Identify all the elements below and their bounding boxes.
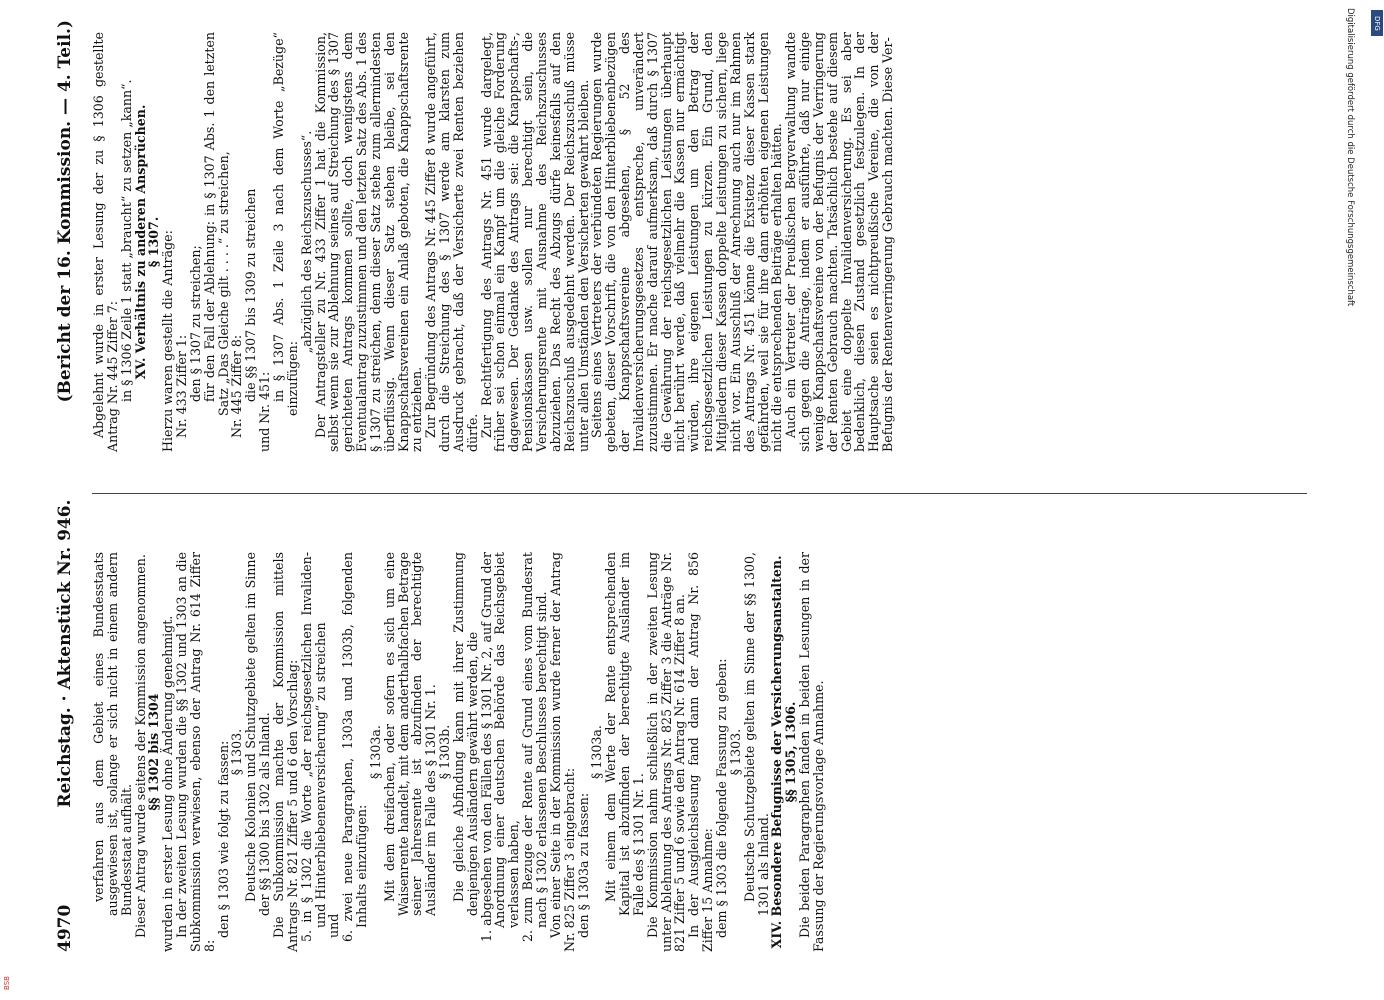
list-item: 6. zwei neue Paragraphen, 1303a und 1303b, folgenden Inhalts einzufügen: bbox=[340, 552, 370, 942]
digitization-note: Digitalisierung gefördert durch die Deutsche Forschungsgemeinschaft bbox=[1345, 8, 1355, 307]
section-heading: §§ 1302 bis 1304 bbox=[146, 693, 162, 811]
column-left bbox=[92, 552, 826, 952]
section-heading: § 1307. bbox=[146, 216, 162, 268]
paragraph: für den Fall der Ablehnung: in § 1307 Abs. 1 den letzten Satz „Das Gleiche gilt . . . .“ zu streichen, bbox=[201, 32, 231, 416]
paragraph-heading: § 1303a. bbox=[589, 725, 605, 779]
paragraph: Hierzu waren gestellt die Anträge: bbox=[160, 230, 176, 452]
document-page bbox=[50, 20, 1332, 952]
paragraph: In der zweiten Lesung wurden die §§ 1302 und 1303 an die Subkommission verwiesen, ebenso der Antrag Nr. 614 Ziffer 8: bbox=[174, 552, 217, 952]
paragraph: Die beiden Paragraphen fanden in beiden Lesungen in der Fassung der Regierungsvorlage Annahme. bbox=[797, 552, 826, 952]
paragraph: wurden in erster Lesung ohne Änderung genehmigt. bbox=[160, 615, 176, 952]
paragraph: dem § 1303 die folgende Fassung zu geben: bbox=[713, 658, 729, 938]
paragraph-heading: § 1303. bbox=[229, 728, 245, 776]
library-stamp: BSB bbox=[3, 976, 11, 990]
paragraph: Nr. 445 Ziffer 8: bbox=[229, 334, 245, 438]
page-number: 4970 bbox=[55, 904, 75, 952]
column-divider bbox=[92, 493, 1307, 494]
page-header bbox=[50, 20, 80, 952]
paragraph: Auch ein Vertreter der Preußischen Bergverwaltung wandte sich gegen die Anträge, indem er ausführte, daß nur einige wenige Knappschaftsvereine von der Befugnis der Verringerung der Renten Gebrauch machten. Tatsächlich bestehe auf diesem Gebiet eine doppelte Invalidenversicherung. Es sei aber bedenklich, diesen Zustand gesetzlich festzulegen. In der Hauptsache seien es nichtpreußische Vereine, die von der Befugnis der Rentenverringerung Gebrauch machten. Diese Ver- bbox=[783, 32, 896, 452]
paragraph: und bbox=[326, 913, 342, 938]
paragraph: den § 1307 zu streichen; bbox=[187, 245, 203, 402]
paragraph: Mit dem dreifachen, oder sofern es sich um eine Waisenrente handelt, mit dem anderthalbfachen Betrage seiner Jahresrente ist abzufinden der berechtigte Ausländer im Falle des § 1301 Nr. 1. bbox=[381, 552, 439, 916]
paragraph: verfahren aus dem Gebiet eines Bundesstaats ausgewiesen ist, solange er sich nicht in einem andern Bundesstaat aufhält. bbox=[91, 552, 134, 916]
paragraph: Die Subkommission machte der Kommission mittels Antrags Nr. 821 Ziffer 5 und 6 den Vorschlag: bbox=[270, 552, 300, 952]
paragraph: Der Antragsteller zu Nr. 433 Ziffer 1 hat die Kommission, selbst wenn sie zur Ablehnung seines auf Streichung des § 1307 gerichteten Antrags kommen sollte, doch wenigstens dem Eventualantrag zuzustimmen und den letzten Satz des Abs. 1 des § 1307 zu streichen, denn dieser Satz stehe zum allermindesten überflüssig. Wenn dieser Satz stehen bleibe, sei den Knappschaftsvereinen ein Anlaß geboten, die Knappschaftsrente zu entziehen. bbox=[312, 32, 425, 452]
paragraph: Von einer Seite in der Kommission wurde ferner der Antrag Nr. 825 Ziffer 3 eingebracht: bbox=[547, 552, 577, 952]
paragraph: Nr. 433 Ziffer 1: bbox=[174, 334, 190, 438]
paragraph: Deutsche Kolonien und Schutzgebiete gelten im Sinne der §§ 1300 bis 1302 als Inland. bbox=[243, 552, 273, 916]
list-item: 1. abgesehen von den Fällen des § 1301 Nr. 2, auf Grund der Anordnung einer deutschen Behörde das Reichsgebiet verlassen haben, bbox=[478, 552, 522, 942]
paragraph: in § 1306 Zeile 1 statt „braucht“ zu setzen „kann“. bbox=[118, 79, 134, 402]
chapter-heading: XIV. Besondere Befugnisse der Versicherungsanstalten. bbox=[769, 555, 785, 949]
list-item: 5. in § 1302 die Worte „der reichsgesetzlichen Invaliden- und Hinterbliebenenversicherung“ zu streichen bbox=[298, 552, 328, 942]
paragraph: die §§ 1307 bis 1309 zu streichen bbox=[243, 188, 259, 402]
paragraph: Zur Begründung des Antrags Nr. 445 Ziffer 8 wurde angeführt, durch die Streichung des § 1307 werde am klarsten zum Ausdruck gebracht, daß der Versicherte zwei Renten beziehen dürfe. bbox=[423, 32, 480, 452]
paragraph: Mit einem dem Werte der Rente entsprechenden Kapital ist abzufinden der berechtigte Ausländer im Falle des § 1301 Nr. 1. bbox=[603, 552, 646, 916]
paragraph: und Nr. 451: bbox=[257, 371, 273, 452]
paragraph: „abzüglich des Reichszuschusses“. bbox=[298, 130, 314, 354]
list-item: 2. zum Bezuge der Rente auf Grund eines vom Bundesrat nach § 1302 erlassenen Beschlusses berechtigt sind. bbox=[520, 552, 549, 942]
paragraph: in § 1307 Abs. 1 Zeile 3 nach dem Worte „Bezüge“ einzufügen: bbox=[270, 32, 300, 416]
paragraph-heading: § 1303a. bbox=[367, 725, 383, 779]
paragraph-heading: § 1303. bbox=[727, 728, 743, 776]
paragraph: den § 1303 wie folgt zu fassen: bbox=[215, 740, 231, 938]
chapter-heading: XV. Verhältnis zu anderen Ansprüchen. bbox=[132, 104, 148, 380]
paragraph: Dieser Antrag wurde seitens der Kommission angenommen. bbox=[132, 554, 148, 938]
paragraph: Abgelehnt wurde in erster Lesung der zu § 1306 gestellte Antrag Nr. 445 Ziffer 7: bbox=[91, 32, 120, 452]
section-heading: §§ 1305, 1306. bbox=[783, 701, 799, 803]
paragraph: den § 1303a zu fassen: bbox=[575, 792, 591, 938]
paragraph: Die Kommission nahm schließlich in der zweiten Lesung unter Ablehnung des Antrags Nr. 825 Ziffer 3 die Anträge Nr. 821 Ziffer 5 und 6 sowie den Antrag Nr. 614 Ziffer 8 an. bbox=[644, 552, 688, 952]
paragraph: Die gleiche Abfindung kann mit ihrer Zustimmung denjenigen Ausländern gewährt werden, die bbox=[450, 552, 480, 916]
paragraph-heading: § 1303b. bbox=[437, 724, 453, 780]
dfg-logo: DFG bbox=[1371, 10, 1383, 36]
header-left: Reichstag. · Aktenstück Nr. 946. bbox=[55, 499, 75, 808]
column-right bbox=[92, 32, 895, 452]
header-right: (Bericht der 16. Kommission. — 4. Teil.) bbox=[55, 20, 75, 403]
paragraph: In der Ausgleichslesung fand dann der Antrag Nr. 856 Ziffer 15 Annahme: bbox=[686, 552, 716, 952]
paragraph: Zur Rechtfertigung des Antrags Nr. 451 wurde dargelegt, früher sei schon einmal ein Kampf um die gleiche Forderung dagewesen. Der Gedanke des Antrags sei: die Knappschafts-, Pensionskassen usw. sollen nur berechtigt sein, die Versicherungsrente mit Ausnahme des Reichszuschusses abzuziehen. Das Recht des Abzugs dürfe keinesfalls auf den Reichszuschuß ausgedehnt werden. Der Reichszuschuß müsse unter allen Umständen den Versicherten gewahrt bleiben. bbox=[478, 32, 591, 452]
paragraph: Deutsche Schutzgebiete gelten im Sinne der §§ 1300, 1301 als Inland. bbox=[741, 552, 771, 916]
paragraph: Seitens eines Vertreters der verbündeten Regierungen wurde gebeten, dieser Vorschrift, die von den Hinterbliebenenbezügen der Knappschaftsvereine abgesehen, § 52 des Invalidenversicherungsgesetzes entspreche, unverändert zuzustimmen. Er mache darauf aufmerksam, daß durch § 1307 die Gewährung der reichsgesetzlichen Leistungen überhaupt nicht berührt werde, daß vielmehr die Kassen nur ermächtigt würden, ihre eigenen Leistungen um den Betrag der reichsgesetzlichen Leistungen zu kürzen. Ein Grund, den Mitgliedern dieser Kassen doppelte Leistungen zu sichern, liege nicht vor. Ein Ausschluß der Anrechnung auch nur im Rahmen des Antrags Nr. 451 könne die Existenz dieser Kassen stark gefährden, weil sie für ihre dann erhöhten eigenen Leistungen nicht die entsprechenden Beiträge erhalten hätten. bbox=[589, 32, 785, 452]
